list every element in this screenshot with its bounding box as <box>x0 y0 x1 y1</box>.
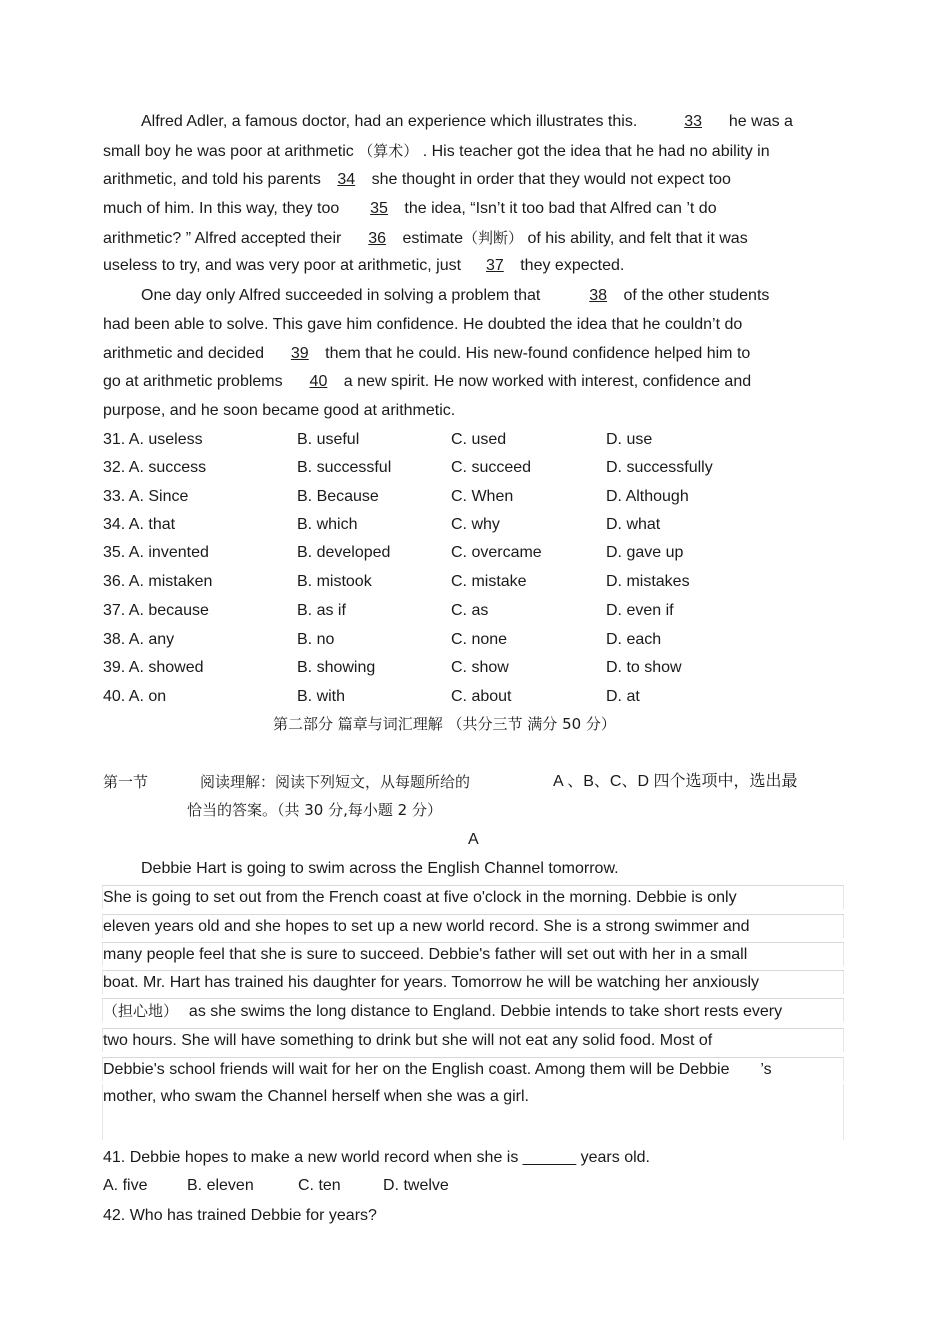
gloss-anxiously: （担心地） <box>103 1002 179 1020</box>
text: she thought in order that they would not expect too <box>371 171 731 188</box>
text: estimate <box>402 230 463 247</box>
passageA-line-anxiously <box>102 998 844 1022</box>
q41-option: B. eleven <box>187 1177 254 1194</box>
gloss-estimate: （判断） <box>462 229 523 247</box>
text: arithmetic, and told his parents <box>103 171 321 188</box>
question-option-c: C. used <box>451 431 507 448</box>
passage1-line-6 <box>103 256 624 276</box>
question-option-c: C. succeed <box>451 459 532 476</box>
text: the idea, “Isn’t it too bad that Alfred can ’t do <box>404 200 717 217</box>
passage1-line-3 <box>103 170 731 190</box>
passageA-box-end <box>102 1084 844 1140</box>
blank-40: 40 <box>309 373 328 390</box>
question-option-b: B. with <box>297 688 346 705</box>
question-option-c: C. none <box>451 631 508 648</box>
question-option-d: D. what <box>606 516 661 533</box>
text: Alfred Adler, a famous doctor, had an experience which illustrates this. <box>141 113 638 130</box>
passageA-line: two hours. She will have something to drink but she will not eat any solid food. Most of <box>102 1028 844 1052</box>
text: arithmetic? ” Alfred accepted their <box>103 230 342 247</box>
question-option-a: 31. A. useless <box>103 431 203 448</box>
passage1-line-9 <box>103 344 750 364</box>
text: arithmetic and decided <box>103 345 264 362</box>
question-option-b: B. developed <box>297 544 391 561</box>
question-option-a: 39. A. showed <box>103 659 204 676</box>
blank-35: 35 <box>370 200 388 217</box>
passageA-first-line: Debbie Hart is going to swim across the English Channel tomorrow. <box>141 860 619 877</box>
blank-34: 34 <box>337 171 356 188</box>
text: ’s <box>760 1061 772 1078</box>
text: purpose, and he soon became good at arithmetic. <box>103 402 456 419</box>
section1-options: A 、B、C、D 四个选项中，选出最 <box>553 773 798 790</box>
question-option-d: D. mistakes <box>606 573 690 590</box>
question-option-c: C. When <box>451 488 514 505</box>
question-option-a: 40. A. on <box>103 688 167 705</box>
question-option-b: B. showing <box>297 659 376 676</box>
question-option-d: D. gave up <box>606 544 684 561</box>
blank-39: 39 <box>290 345 309 362</box>
passage1-line-7 <box>141 286 769 306</box>
text: Debbie's school friends will wait for her on the English coast. Among them will be Debbie <box>103 1061 730 1078</box>
question-option-b: B. useful <box>297 431 360 448</box>
question-option-b: B. no <box>297 631 335 648</box>
section1-instructions: 阅读理解：阅读下列短文，从每题所给的 <box>200 773 471 791</box>
question-option-c: C. about <box>451 688 512 705</box>
text: small boy he was poor at arithmetic <box>103 143 354 160</box>
question-option-a: 35. A. invented <box>103 544 209 561</box>
question-option-b: B. successful <box>297 459 392 476</box>
blank-37: 37 <box>485 257 504 274</box>
passageA-line: She is going to set out from the French coast at five o'clock in the morning. Debbie is only <box>102 885 844 909</box>
passageA-line-debbie <box>102 1057 844 1081</box>
passage1-line-4 <box>103 199 717 219</box>
passage1-line-2 <box>103 141 770 162</box>
blank-33: 33 <box>684 113 702 130</box>
passageA-line: many people feel that she is sure to succeed. Debbie's father will set out with her in a small <box>102 942 844 966</box>
question-option-d: D. at <box>606 688 640 705</box>
question-option-d: D. Although <box>606 488 689 505</box>
section1-instructions-2: 恰当的答案。（共 30 分,每小题 2 分） <box>187 801 442 819</box>
text: as she swims the long distance to England. Debbie intends to take short rests every <box>188 1003 783 1020</box>
text: them that he could. His new-found confidence helped him to <box>325 345 751 362</box>
q41-option: A. five <box>103 1177 148 1194</box>
question-option-b: B. as if <box>297 602 346 619</box>
question-option-a: 32. A. success <box>103 459 207 476</box>
question-option-d: D. successfully <box>606 459 713 476</box>
text: he was a <box>728 113 793 130</box>
question-option-c: C. show <box>451 659 509 676</box>
text: much of him. In this way, they too <box>103 200 340 217</box>
question-option-d: D. even if <box>606 602 674 619</box>
q41-option: D. twelve <box>383 1177 449 1194</box>
passage1-line-10 <box>103 372 751 392</box>
question-option-a: 36. A. mistaken <box>103 573 213 590</box>
question-option-a: 38. A. any <box>103 631 175 648</box>
question-option-a: 34. A. that <box>103 516 176 533</box>
text: of the other students <box>623 287 770 304</box>
q42-stem: 42. Who has trained Debbie for years? <box>103 1207 377 1224</box>
passageA-line: boat. Mr. Hart has trained his daughter for years. Tomorrow he will be watching her anxiously <box>102 970 844 994</box>
section1-label: 第一节 <box>103 773 149 791</box>
text: a new spirit. He now worked with interest, confidence and <box>343 373 752 390</box>
passage1-line-1 <box>141 112 793 132</box>
question-option-d: D. use <box>606 431 653 448</box>
passageA-line: eleven years old and she hopes to set up a new world record. She is a strong swimmer and <box>102 914 844 938</box>
q41-stem: 41. Debbie hopes to make a new world record when she is ______ years old. <box>103 1149 650 1166</box>
passage1-line-5 <box>103 228 748 249</box>
text: had been able to solve. This gave him confidence. He doubted the idea that he couldn’t do <box>103 316 743 333</box>
text: they expected. <box>520 257 625 274</box>
question-option-c: C. mistake <box>451 573 527 590</box>
text: One day only Alfred succeeded in solving a problem that <box>141 287 541 304</box>
text: of his ability, and felt that it was <box>527 230 748 247</box>
question-option-c: C. as <box>451 602 489 619</box>
blank-38: 38 <box>589 287 608 304</box>
question-option-b: B. Because <box>297 488 379 505</box>
text: useless to try, and was very poor at arithmetic, just <box>103 257 462 274</box>
text: . His teacher got the idea that he had no ability in <box>422 143 770 160</box>
passage1-line-8 <box>103 315 742 335</box>
passageA-line: mother, who swam the Channel herself when she was a girl. <box>103 1088 529 1105</box>
q41-option: C. ten <box>298 1177 341 1194</box>
question-option-d: D. to show <box>606 659 682 676</box>
question-option-d: D. each <box>606 631 662 648</box>
question-option-b: B. mistook <box>297 573 372 590</box>
passage-letter: A <box>468 831 479 848</box>
text: go at arithmetic problems <box>103 373 283 390</box>
passage1-line-11 <box>103 401 455 421</box>
question-option-c: C. overcame <box>451 544 542 561</box>
part2-title: 第二部分 篇章与词汇理解 （共分三节 满分 50 分） <box>273 715 616 733</box>
question-option-a: 37. A. because <box>103 602 209 619</box>
question-option-a: 33. A. Since <box>103 488 189 505</box>
question-option-b: B. which <box>297 516 358 533</box>
question-option-c: C. why <box>451 516 500 533</box>
gloss-arithmetic: （算术） <box>358 142 419 160</box>
blank-36: 36 <box>368 230 387 247</box>
